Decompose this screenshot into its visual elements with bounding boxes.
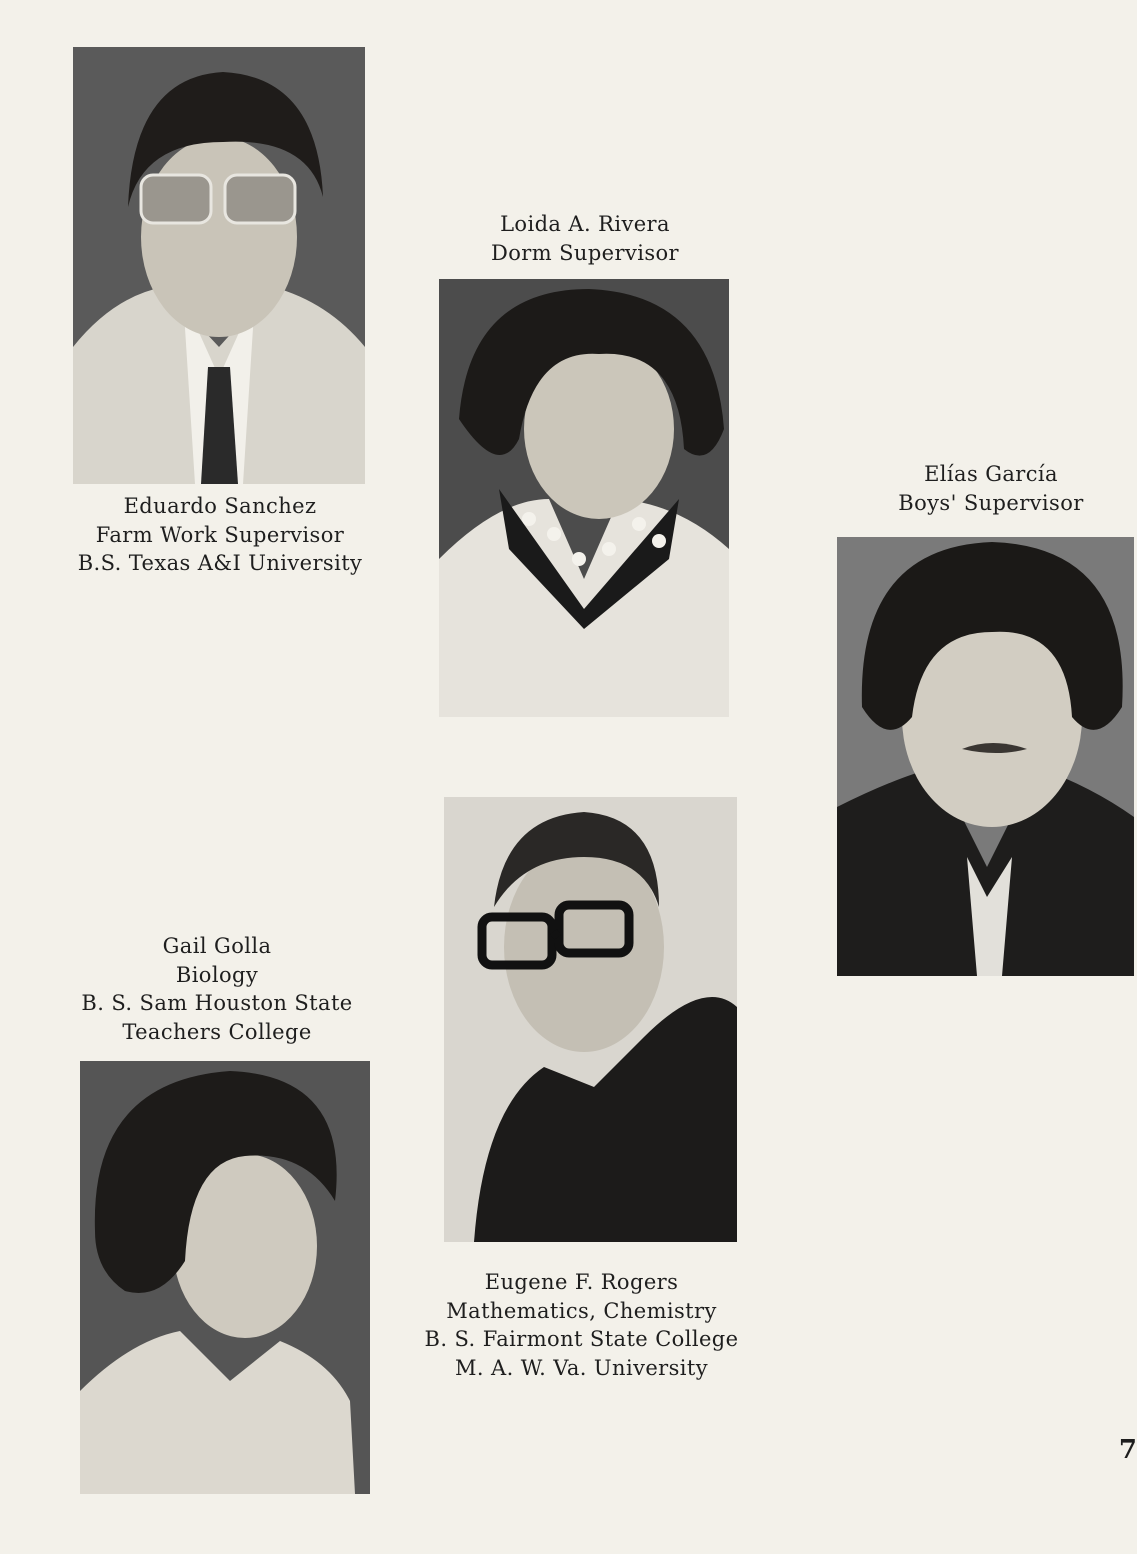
portrait-eduardo-sanchez: [73, 47, 365, 484]
portrait-loida-rivera: [439, 279, 729, 717]
caption-gail-golla: [72, 932, 362, 1046]
portrait-elias-garcia: [837, 537, 1134, 976]
staff-name: Eduardo Sanchez: [123, 494, 317, 518]
staff-detail: Biology: [175, 962, 259, 987]
caption-elias-garcia: [880, 460, 1102, 517]
staff-detail: Teachers College: [122, 1019, 312, 1044]
staff-detail: Boys' Supervisor: [898, 490, 1084, 515]
staff-detail: B. S. Sam Houston State: [81, 991, 353, 1015]
staff-detail: B. S. Fairmont State College: [424, 1327, 739, 1351]
staff-detail: Farm Work Supervisor: [95, 522, 345, 547]
staff-name: Loida A. Rivera: [500, 212, 670, 236]
caption-eugene-rogers: [415, 1268, 748, 1382]
staff-detail: Mathematics, Chemistry: [446, 1298, 717, 1323]
page-number: 7: [1118, 1435, 1137, 1465]
staff-detail: B.S. Texas A&I University: [77, 551, 363, 575]
staff-detail: M. A. W. Va. University: [454, 1355, 708, 1380]
staff-name: Elías García: [924, 462, 1058, 486]
staff-name: Eugene F. Rogers: [484, 1270, 679, 1294]
portrait-gail-golla: [80, 1061, 370, 1494]
staff-detail: Dorm Supervisor: [491, 240, 679, 265]
caption-eduardo-sanchez: [55, 492, 385, 578]
staff-name: Gail Golla: [162, 934, 272, 958]
caption-loida-rivera: [435, 210, 735, 267]
portrait-eugene-rogers: [444, 797, 737, 1242]
